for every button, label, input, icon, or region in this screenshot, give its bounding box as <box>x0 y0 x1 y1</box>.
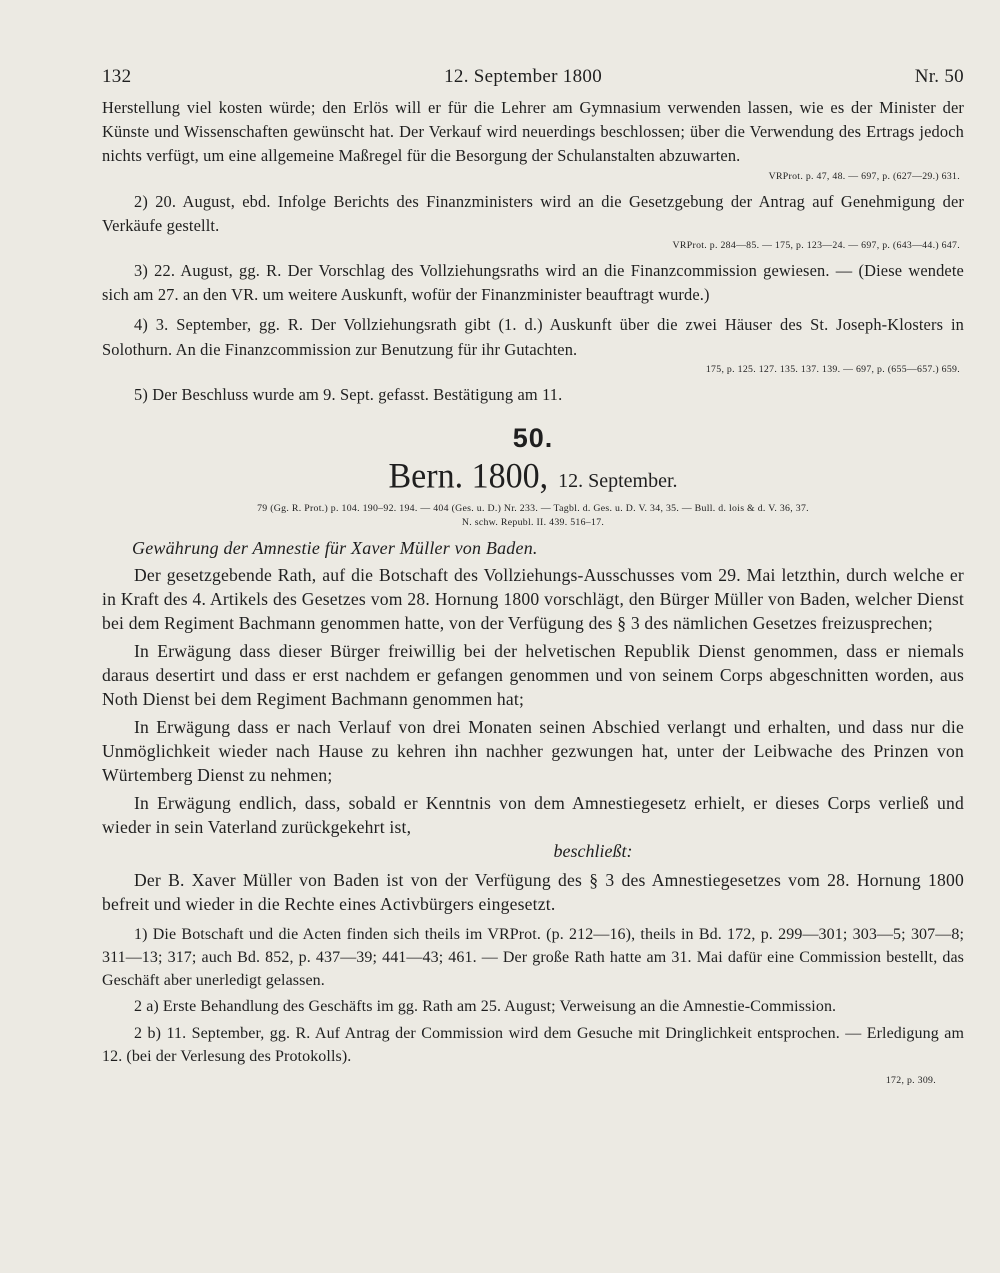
page-number: 132 <box>102 66 132 87</box>
sources-line: N. schw. Republ. II. 439. 516–17. <box>461 517 605 529</box>
list-item: 3) 22. August, gg. R. Der Vorschlag des Vollziehungsraths wird an die Finanzcommission gewiesen. — (Diese wendete sich am 27. an den VR. um weitere Auskunft, wofür der Finanzminister beauftragt wurde.) <box>102 261 964 305</box>
list-item: 4) 3. September, gg. R. Der Vollziehungsrath gibt (1. d.) Auskunft über die zwei Häuser des St. Joseph-Klosters in Solothurn. An die Finanzcommission zur Benutzung für ihr Gutachten. <box>102 315 964 359</box>
document-place: Bern. 1800, <box>388 457 549 496</box>
header-date: 12. September 1800 <box>444 66 602 87</box>
footnote: 1) Die Botschaft und die Acten finden sich theils im VRProt. (p. 212—16), theils in Bd. 172, p. 299—301; 303—5; 307—8; 311—13; 317; auch Bd. 852, p. 437—39; 441—43; 461. — Der große Rath hatte am 31. Mai dafür eine Commission bestellt, das Geschäft aber unerledigt gelassen. <box>102 926 964 989</box>
document-date: 12. September. <box>558 470 678 493</box>
body-paragraph: In Erwägung dass er nach Verlauf von drei Monaten seinen Abschied verlangt und erhalten, und dass nur die Unmöglichkeit wieder nach Hause zu kehren ihn nachher gezwungen hat, unter der Leibwache des Prinzen von Würtemberg Dienst zu nehmen; <box>102 717 964 786</box>
document-subject: Gewährung der Amnestie für Xaver Müller von Baden. <box>132 538 538 559</box>
page-header <box>102 66 964 88</box>
reference-line: VRProt. p. 284—85. — 175, p. 123—24. — 697, p. (643—44.) 647. <box>672 240 960 252</box>
sources-line: 79 (Gg. R. Prot.) p. 104. 190–92. 194. — 404 (Ges. u. D.) Nr. 233. — Tagbl. d. Ges. u. D. V. 34, 35. — Bull. d. lois & d. V. 36, 37. <box>257 503 809 515</box>
body-paragraph: Der gesetzgebende Rath, auf die Botschaft des Vollziehungs-Ausschusses vom 29. Mai letzthin, durch welche er in Kraft des 4. Artikels des Gesetzes vom 28. Hornung 1800 vorschlägt, den Bürger Müller von Baden, welcher Dienst bei dem Regiment Bachmann genommen hatte, von der Verfügung des § 3 des nämlichen Gesetzes freizusprechen; <box>102 565 964 634</box>
footnote: 2 b) 11. September, gg. R. Auf Antrag der Commission wird dem Gesuche mit Dringlichkeit entsprochen. — Erledigung am 12. (bei der Verlesung des Protokolls). <box>102 1025 964 1066</box>
list-item: 5) Der Beschluss wurde am 9. Sept. gefasst. Bestätigung am 11. <box>134 384 563 404</box>
document-number: Nr. 50 <box>914 66 964 87</box>
document-title <box>102 458 964 496</box>
decision-paragraph: Der B. Xaver Müller von Baden ist von der Verfügung des § 3 des Amnestiegesetzes vom 28. Hornung 1800 befreit und wieder in die Rechte eines Activbürgers eingesetzt. <box>102 870 964 915</box>
footnote: 2 a) Erste Behandlung des Geschäfts im gg. Rath am 25. August; Verweisung an die Amnestie-Commission. <box>134 998 837 1016</box>
reference-line: 175, p. 125. 127. 135. 137. 139. — 697, p. (655—657.) 659. <box>705 363 960 375</box>
list-item: 2) 20. August, ebd. Infolge Berichts des Finanzministers wird an die Gesetzgebung der Antrag auf Genehmigung der Verkäufe gestellt. <box>102 191 964 235</box>
decision-heading: beschließt: <box>553 841 633 862</box>
continuation-paragraph: Herstellung viel kosten würde; den Erlös will er für die Lehrer am Gymnasium verwenden lassen, wie es der Minister der Künste und Wissenschaften gewünscht hat. Der Verkauf wird neuerdings beschlossen; über die Verwendung des Ertrags jedoch nichts verfügt, um eine allgemeine Maßregel für die Besorgung der Schulanstalten abzuwarten. <box>102 98 964 166</box>
document-heading-number: 50. <box>512 423 554 454</box>
body-paragraph: In Erwägung endlich, dass, sobald er Kenntnis von dem Amnestiegesetz erhielt, er dieses Corps verließ und wieder in sein Vaterland zurückgekehrt ist, <box>102 793 964 838</box>
body-paragraph: In Erwägung dass dieser Bürger freiwillig bei der helvetischen Republik Dienst genommen, dass er niemals daraus desertirt und dass er erst nachdem er gefangen genommen und von seinem Corps abgeschnitten worden, aus Noth Dienst bei dem Regiment Bachmann genommen hat; <box>102 641 964 710</box>
reference-line: VRProt. p. 47, 48. — 697, p. (627—29.) 631. <box>768 170 960 182</box>
document-page <box>102 66 964 1086</box>
reference-line: 172, p. 309. <box>885 1074 936 1086</box>
